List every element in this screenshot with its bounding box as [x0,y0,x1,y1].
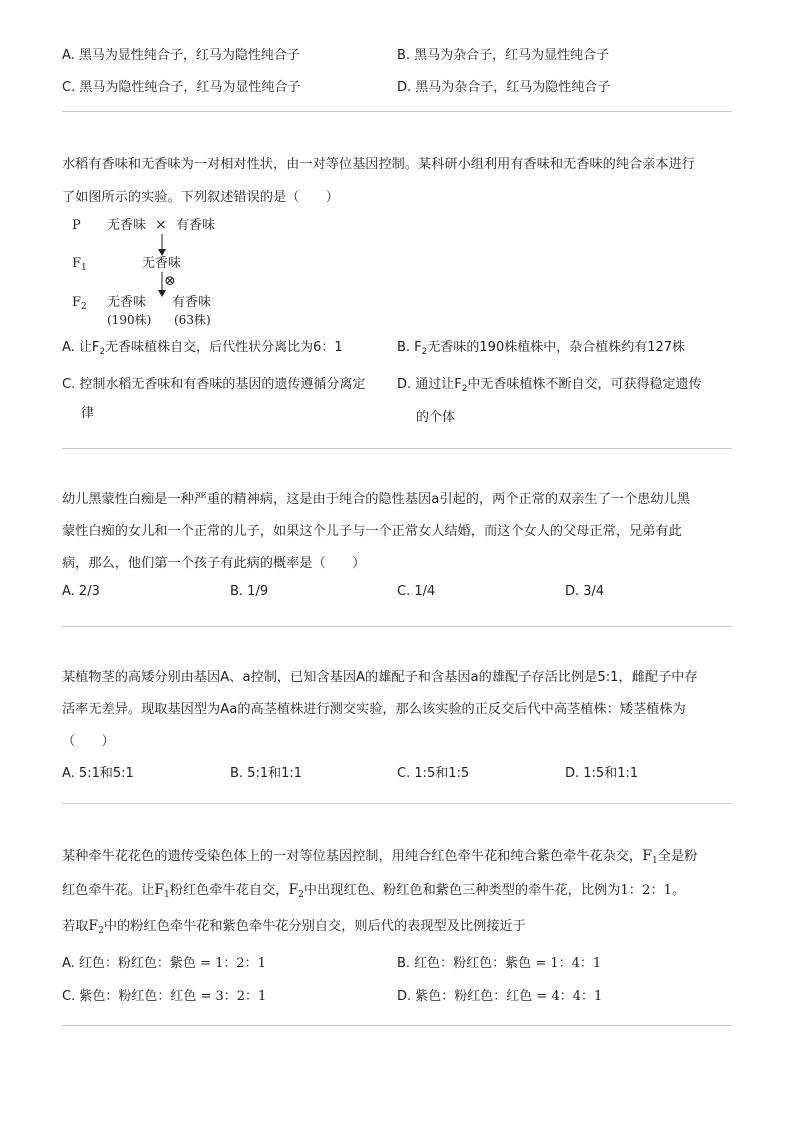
option-text: 无香味植株自交，后代性状分离比为6：1 [105,340,343,355]
option-a[interactable]: A. 2/3 [62,584,100,599]
subscript: 2 [298,890,304,900]
stem-text: 中出现红色、粉红色和紫色三种类型的牵牛花，比例为 [303,883,621,898]
arrow-head-icon [158,290,166,297]
stem-text: 粉红色牵牛花自交， [169,883,289,898]
f2-label: $F_2$ [72,295,87,312]
option-b[interactable] [397,952,601,971]
p-left-phenotype: 无香味 [107,218,147,233]
option-text: 无香味的190株植株中，杂合植株约有127株 [427,340,686,355]
option-text: B. F [397,340,422,355]
divider [62,626,732,627]
option-d[interactable] [397,373,702,425]
question-stem-line: 某植物茎的高矮分别由基因A、a控制，已知含基因A的雄配子和含基因a的雄配子存活比例是5:1，雌配子中存 [62,670,698,685]
option-text: D. 紫色：粉红色：红色 [397,989,533,1004]
f1-phenotype: 无香味 [142,256,182,271]
subscript: 1 [651,856,658,866]
f2-right-phenotype: 有香味 [172,295,212,310]
option-b[interactable]: B. 5:1和1:1 [230,766,303,781]
option-a[interactable] [62,952,266,971]
option-c[interactable]: C. 1/4 [397,584,436,599]
stem-text: 若取 [62,919,89,934]
ratio-text: = 1：4：1 [535,956,602,971]
question-stem-line [62,915,526,936]
divider [62,1025,732,1026]
ratio-text: = 3：2：1 [200,989,267,1004]
option-d[interactable]: D. 3/4 [565,584,605,599]
f2-left-phenotype: 无香味 [107,295,147,310]
selfing-symbol-icon: ⊗ [164,273,176,289]
option-c[interactable] [62,373,365,421]
cross-diagram [60,210,300,335]
p-label: P [72,218,81,233]
cross-symbol: × [155,217,167,233]
option-text: 的个体 [416,410,456,425]
option-text: C. 紫色：粉红色：红色 [62,989,197,1004]
question-stem-line [62,879,685,900]
stem-text: 全是粉 [657,849,698,864]
option-b[interactable]: B. 1/9 [230,584,269,599]
generation-symbol: F [288,882,299,898]
option-d[interactable]: D. 黑马为杂合子，红马为隐性纯合子 [397,80,611,95]
question-stem-line [62,845,697,866]
option-text: B. 红色：粉红色：紫色 [397,956,532,971]
option-c[interactable] [62,985,266,1004]
f1-label: $F_1$ [72,256,87,273]
ratio-text: = 4：4：1 [536,989,603,1004]
question-stem-line: 了如图所示的实验。下列叙述错误的是（ ） [62,190,339,205]
generation-symbol: F [154,882,165,898]
question-stem-line: 水稻有香味和无香味为一对相对性状，由一对等位基因控制。某科研小组利用有香味和无香味的纯合亲本进行 [62,157,695,172]
option-d[interactable]: D. 1:5和1:1 [565,766,639,781]
stem-text: 红色牵牛花。让 [62,883,155,898]
generation-symbol: F [88,918,99,934]
subscript: 2 [99,347,106,357]
ratio-text: 1：2：1。 [620,883,686,898]
arrow-head-icon [158,249,166,256]
option-text: D. 通过让F [397,377,462,392]
option-c[interactable]: C. 黑马为隐性纯合子，红马为显性纯合子 [62,80,301,95]
divider [62,448,732,449]
generation-symbol: F [642,848,652,864]
subscript: 2 [461,384,468,394]
option-text: 中无香味植株不断自交，可获得稳定遗传 [467,377,702,392]
question-stem-line: 活率无差异。现取基因型为Aa的高茎植株进行测交实验，那么该实验的正反交后代中高茎植株：矮茎植株为 [62,702,686,717]
subscript: 1 [164,890,170,900]
option-text: 律 [81,406,95,421]
option-text: C. 控制水稻无香味和有香味的基因的遗传遵循分离定 [62,377,366,392]
option-c[interactable]: C. 1:5和1:5 [397,766,470,781]
option-d[interactable] [397,985,602,1004]
subscript: 2 [98,926,104,936]
question-stem-line: （ ） [62,734,115,749]
f2-right-count: (63株) [174,313,211,327]
divider [62,803,732,804]
ratio-text: = 1：2：1 [200,956,266,971]
divider [62,111,732,112]
option-b[interactable]: B. 黑马为杂合子，红马为显性纯合子 [397,48,610,63]
question-stem-line: 幼儿黑蒙性白痴是一种严重的精神病，这是由于纯合的隐性基因a引起的，两个正常的双亲生了一个患幼儿黑 [62,492,690,507]
option-a[interactable]: A. 黑马为显性纯合子，红马为隐性纯合子 [62,48,300,63]
stem-text: 某种牵牛花花色的遗传受染色体上的一对等位基因控制，用纯合红色牵牛花和纯合紫色牵牛花杂交， [62,849,643,864]
question-stem-line: 病，那么，他们第一个孩子有此病的概率是（ ） [62,556,366,571]
option-text: A. 让F [62,340,100,355]
subscript: 2 [421,347,428,357]
option-a[interactable] [62,336,343,357]
option-a[interactable]: A. 5:1和5:1 [62,766,134,781]
cross-diagram-svg [60,210,300,335]
question-stem-line: 蒙性白痴的女儿和一个正常的儿子，如果这个儿子与一个正常女人结婚，而这个女人的父母正常，兄弟有此 [62,524,682,539]
option-text: A. 红色：粉红色：紫色 [62,956,196,971]
p-right-phenotype: 有香味 [176,218,216,233]
stem-text: 中的粉红色牵牛花和紫色牵牛花分别自交，则后代的表现型及比例接近于 [103,919,526,934]
option-b[interactable] [397,336,685,357]
f2-left-count: (190株) [107,313,152,327]
